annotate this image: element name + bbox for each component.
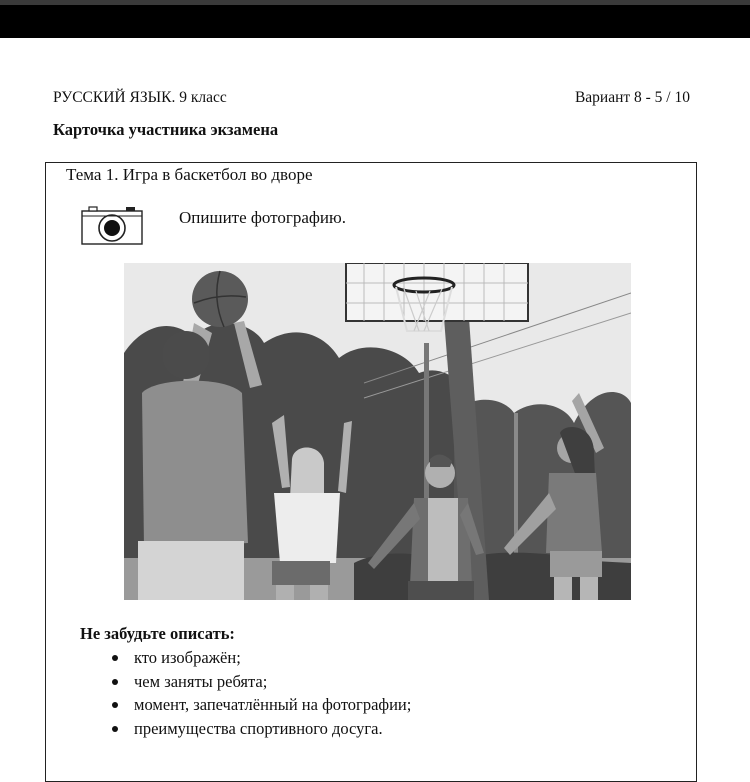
reminder-list bbox=[82, 646, 411, 740]
list-item: преимущества спортивного досуга. bbox=[82, 717, 411, 741]
list-item: момент, запечатлённый на фотографии; bbox=[82, 693, 411, 717]
reminder-title: Не забудьте описать: bbox=[80, 624, 235, 643]
variant-label: Вариант 8 - 5 / 10 bbox=[574, 89, 690, 106]
card-title: Карточка участника экзамена bbox=[53, 120, 279, 139]
topic-title: Тема 1. Игра в баскетбол во дворе bbox=[66, 165, 313, 184]
camera-icon bbox=[80, 202, 144, 246]
basketball-photo bbox=[124, 263, 631, 600]
list-item: кто изображён; bbox=[82, 646, 411, 670]
top-black-bar bbox=[0, 0, 750, 38]
list-item: чем заняты ребята; bbox=[82, 670, 411, 694]
subject-header: РУССКИЙ ЯЗЫК. 9 класс bbox=[53, 89, 227, 106]
instruction-text: Опишите фотографию. bbox=[179, 208, 346, 227]
